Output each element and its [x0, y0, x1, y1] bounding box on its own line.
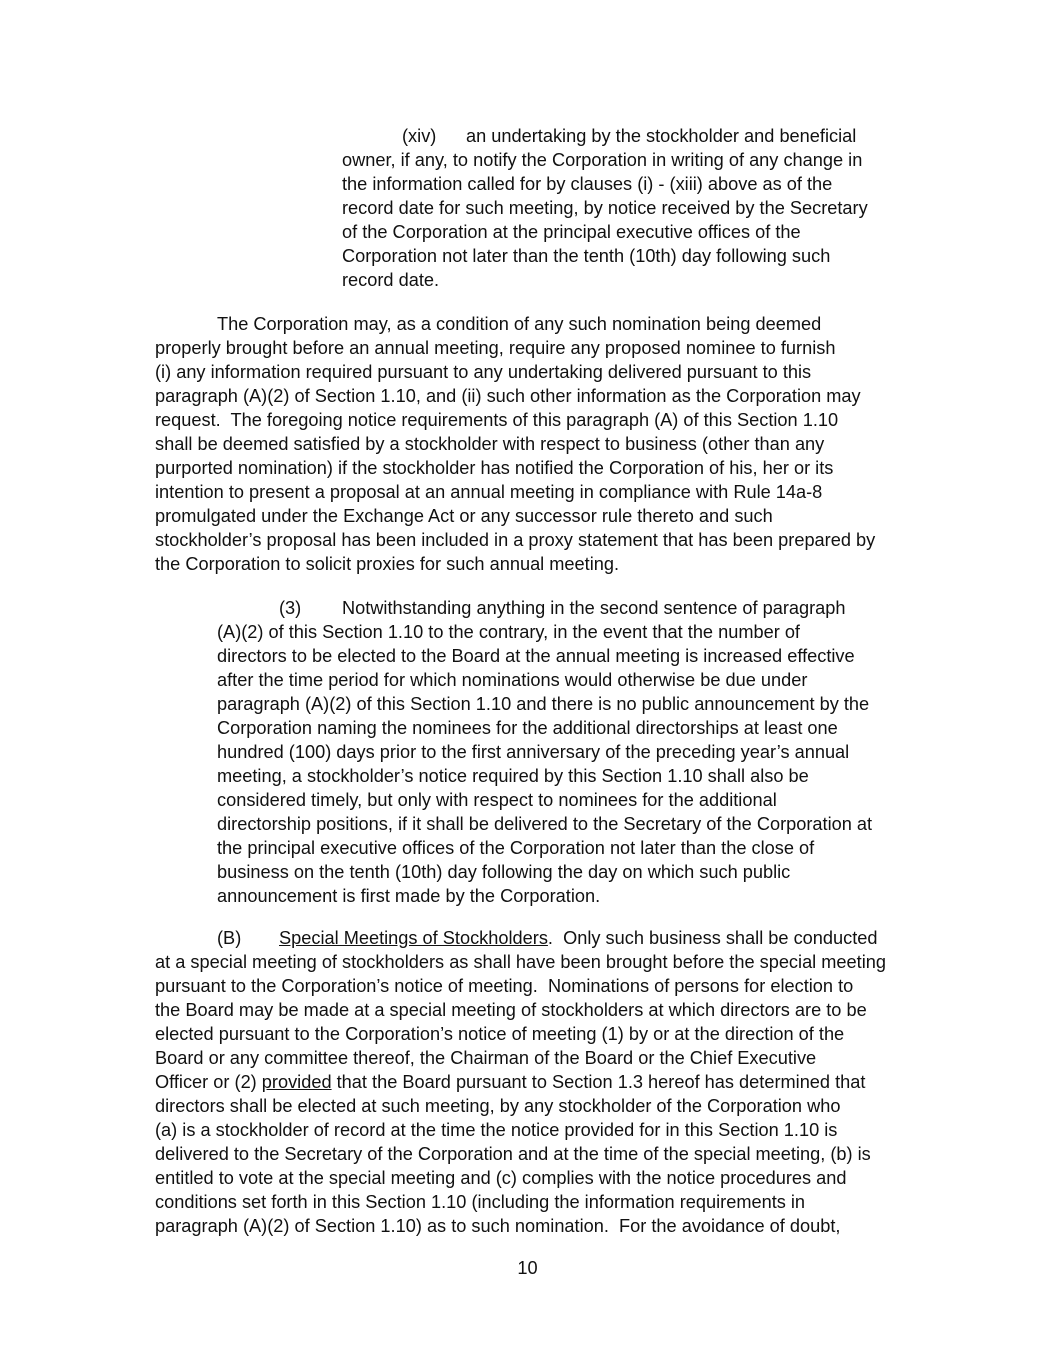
- text-line: purported nomination) if the stockholder has notified the Corporation of his, her or its: [155, 458, 834, 478]
- text-line: Corporation not later than the tenth (10th) day following such: [342, 246, 831, 266]
- text-line: hundred (100) days prior to the first anniversary of the preceding year’s annual: [217, 742, 850, 762]
- text-line: (a) is a stockholder of record at the time the notice provided for in this Section 1.10 is: [155, 1120, 838, 1140]
- clause-xiv-first-line: an undertaking by the stockholder and beneficial: [466, 126, 857, 146]
- text-line: entitled to vote at the special meeting and (c) complies with the notice procedures and: [155, 1168, 847, 1188]
- text-line-provided: [155, 1070, 865, 1094]
- text-line: directors to be elected to the Board at the annual meeting is increased effective: [217, 646, 855, 666]
- text-line: record date for such meeting, by notice received by the Secretary: [342, 198, 868, 218]
- page-number: 10: [517, 1258, 538, 1278]
- text-line: paragraph (A)(2) of Section 1.10) as to such nomination. For the avoidance of doubt,: [155, 1216, 841, 1236]
- section-b-heading: Special Meetings of Stockholders: [279, 928, 548, 948]
- clause-xiv-label: (xiv): [402, 126, 437, 146]
- text-line: directors shall be elected at such meeting, by any stockholder of the Corporation who: [155, 1096, 841, 1116]
- text-line: Board or any committee thereof, the Chairman of the Board or the Chief Executive: [155, 1048, 817, 1068]
- section-b-first-line: [279, 926, 878, 950]
- text-line: promulgated under the Exchange Act or any successor rule thereto and such: [155, 506, 773, 526]
- text-line: (A)(2) of this Section 1.10 to the contrary, in the event that the number of: [217, 622, 800, 642]
- text-line: intention to present a proposal at an annual meeting in compliance with Rule 14a-8: [155, 482, 823, 502]
- section-b-label: (B): [217, 928, 242, 948]
- text-line: the Corporation to solicit proxies for such annual meeting.: [155, 554, 620, 574]
- text-line: after the time period for which nominations would otherwise be due under: [217, 670, 808, 690]
- text-line: directorship positions, if it shall be delivered to the Secretary of the Corporation at: [217, 814, 873, 834]
- text-line: pursuant to the Corporation’s notice of meeting. Nominations of persons for election to: [155, 976, 854, 996]
- text-line: the information called for by clauses (i) - (xiii) above as of the: [342, 174, 833, 194]
- section-b-first-rest: . Only such business shall be conducted: [547, 928, 878, 948]
- text-line: at a special meeting of stockholders as shall have been brought before the special meeting: [155, 952, 886, 972]
- provided-post: that the Board pursuant to Section 1.3 hereof has determined that: [331, 1072, 866, 1092]
- provided-pre: Officer or (2): [155, 1072, 262, 1092]
- text-line: shall be deemed satisfied by a stockholder with respect to business (other than any: [155, 434, 825, 454]
- text-line: paragraph (A)(2) of this Section 1.10 and there is no public announcement by the: [217, 694, 870, 714]
- text-line: owner, if any, to notify the Corporation in writing of any change in: [342, 150, 863, 170]
- clause-3-first-line: Notwithstanding anything in the second sentence of paragraph: [342, 598, 846, 618]
- text-line: elected pursuant to the Corporation’s notice of meeting (1) by or at the direction of the: [155, 1024, 845, 1044]
- text-line: meeting, a stockholder’s notice required by this Section 1.10 shall also be: [217, 766, 809, 786]
- text-line: stockholder’s proposal has been included in a proxy statement that has been prepared by: [155, 530, 876, 550]
- text-line: of the Corporation at the principal executive offices of the: [342, 222, 801, 242]
- text-line: business on the tenth (10th) day following the day on which such public: [217, 862, 791, 882]
- text-line: conditions set forth in this Section 1.10 (including the information requirements in: [155, 1192, 806, 1212]
- text-line: properly brought before an annual meeting, require any proposed nominee to furnish: [155, 338, 836, 358]
- text-line: considered timely, but only with respect to nominees for the additional: [217, 790, 777, 810]
- text-line: Corporation naming the nominees for the additional directorships at least one: [217, 718, 838, 738]
- text-line: the principal executive offices of the Corporation not later than the close of: [217, 838, 815, 858]
- text-line: delivered to the Secretary of the Corporation and at the time of the special meeting, (b) is: [155, 1144, 871, 1164]
- provided-term: provided: [261, 1072, 332, 1092]
- text-line: announcement is first made by the Corporation.: [217, 886, 601, 906]
- clause-3-label: (3): [279, 598, 302, 618]
- text-line: The Corporation may, as a condition of any such nomination being deemed: [217, 314, 822, 334]
- text-line: the Board may be made at a special meeting of stockholders at which directors are to be: [155, 1000, 867, 1020]
- text-line: record date.: [342, 270, 440, 290]
- text-line: paragraph (A)(2) of Section 1.10, and (ii) such other information as the Corporation may: [155, 386, 861, 406]
- text-line: (i) any information required pursuant to any undertaking delivered pursuant to this: [155, 362, 812, 382]
- text-line: request. The foregoing notice requirements of this paragraph (A) of this Section 1.10: [155, 410, 839, 430]
